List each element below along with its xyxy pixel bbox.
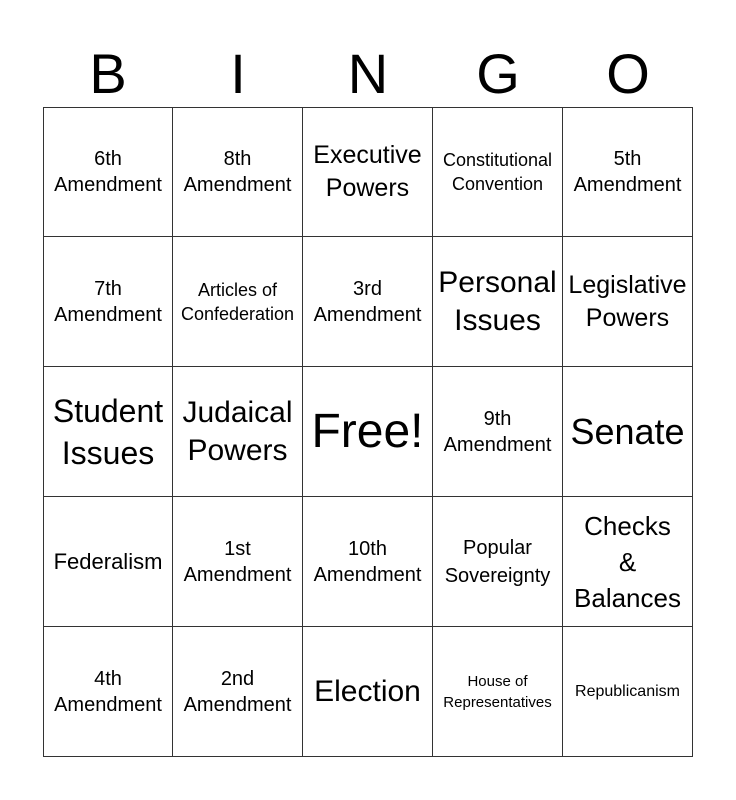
bingo-cell[interactable] [43,367,173,497]
bingo-cell[interactable] [43,107,173,237]
bingo-cell[interactable] [43,497,173,627]
header-letter-n: N [347,42,389,105]
bingo-header [43,40,693,108]
cell-label: 10th Amendment [313,537,422,586]
bingo-cell[interactable] [303,497,433,627]
bingo-cell[interactable] [433,237,563,367]
header-letter-i: I [230,42,246,105]
bingo-cell[interactable] [563,497,693,627]
cell-label: House of Representatives [443,672,552,711]
header-letter-b: B [89,42,127,105]
cell-label: Student Issues [52,392,164,471]
bingo-cell[interactable] [563,367,693,497]
cell-label: 7th Amendment [54,277,162,326]
cell-label: 3rd Amendment [313,277,422,326]
bingo-cell[interactable] [433,107,563,237]
header-letter-g: G [476,42,520,105]
bingo-cell[interactable] [303,237,433,367]
cell-label: Senate [570,410,685,452]
cell-label: Checks & Balances [574,510,681,613]
cell-label: Personal Issues [438,265,557,337]
cell-label: 1st Amendment [183,537,292,586]
bingo-cell[interactable] [173,627,303,757]
bingo-cell[interactable] [563,627,693,757]
cell-label: Legislative Powers [568,270,687,332]
bingo-cell[interactable] [173,107,303,237]
bingo-cell[interactable] [563,237,693,367]
cell-label: Republicanism [575,683,680,700]
cell-label: Constitutional Convention [442,150,553,194]
cell-label: Articles of Confederation [180,279,295,324]
bingo-cell[interactable] [563,107,693,237]
cell-label: Executive Powers [313,141,422,202]
cell-label: 9th Amendment [443,407,552,456]
cell-label: Election [314,674,421,708]
cell-label: Judaical Powers [182,395,293,467]
cell-label: Popular Sovereignty [444,536,551,587]
cell-label: 8th Amendment [183,148,292,196]
bingo-cell[interactable] [43,627,173,757]
bingo-cell[interactable] [433,367,563,497]
cell-label: 4th Amendment [54,667,162,716]
bingo-cell[interactable] [173,367,303,497]
bingo-cell[interactable] [433,627,563,757]
bingo-cell[interactable] [303,627,433,757]
bingo-cell[interactable] [43,237,173,367]
cell-label: Federalism [53,548,163,574]
bingo-cell[interactable] [173,497,303,627]
cell-label: 6th Amendment [54,148,162,196]
bingo-cell[interactable] [173,237,303,367]
free-space[interactable] [303,367,433,497]
header-letter-o: O [606,42,650,105]
bingo-cell[interactable] [433,497,563,627]
cell-label: 5th Amendment [573,148,682,196]
bingo-cell[interactable] [303,107,433,237]
cell-label: 2nd Amendment [183,667,292,716]
free-space-label: Free! [311,404,424,458]
bingo-board [43,107,693,757]
